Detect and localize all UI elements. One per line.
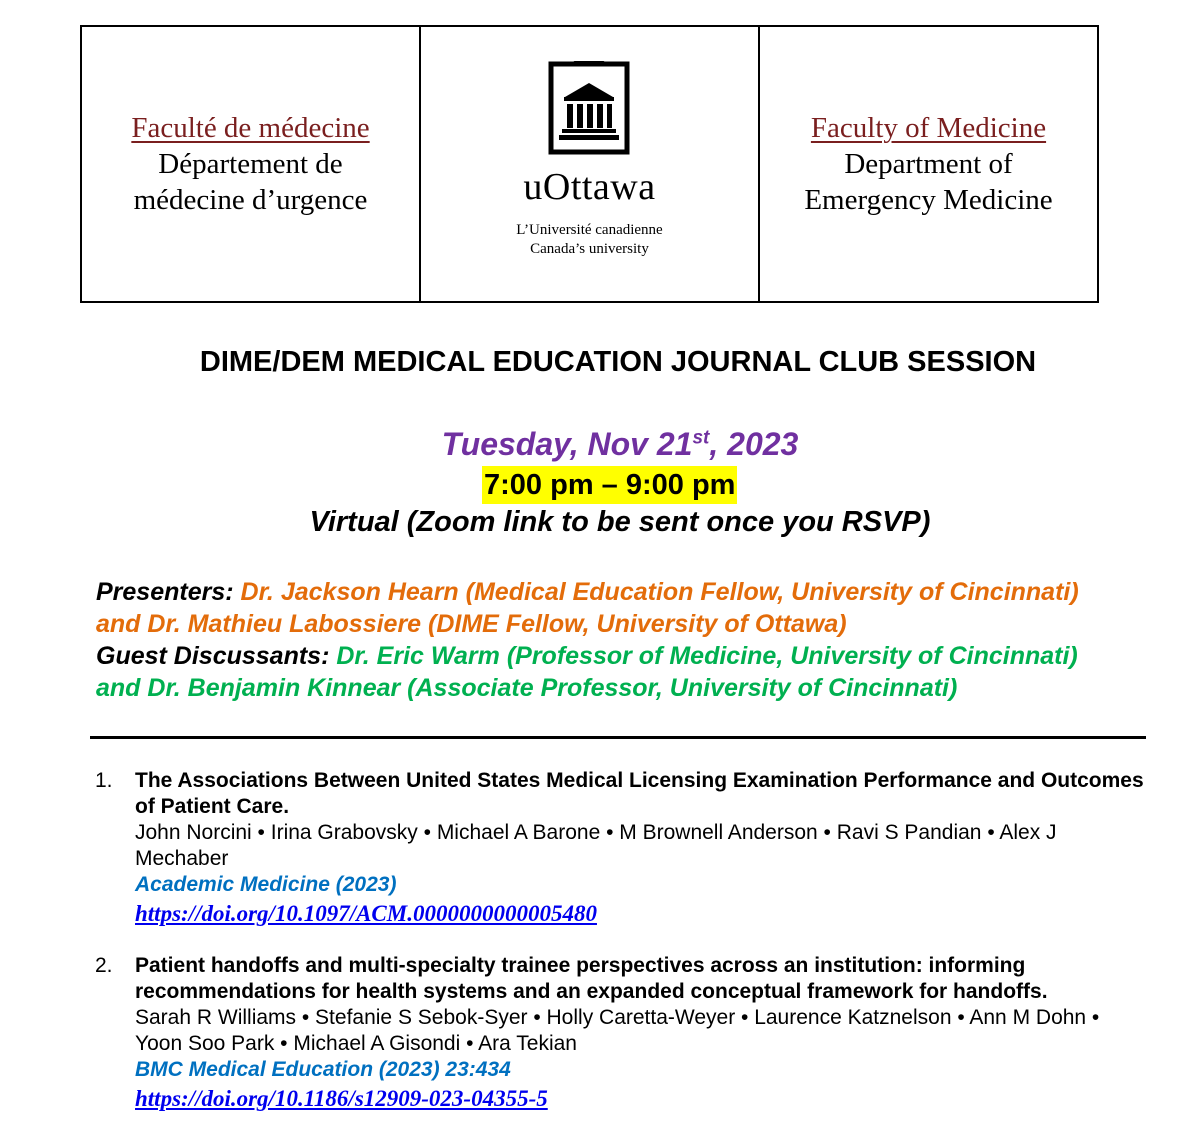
- reference-doi-link[interactable]: https://doi.org/10.1186/s12909-023-04355-5: [135, 1086, 548, 1111]
- reference-number: 1.: [95, 769, 113, 792]
- reference-item: [95, 768, 1145, 930]
- letterhead-french: [82, 27, 419, 301]
- logo-tagline-en: Canada’s university: [530, 241, 649, 257]
- letterhead: [80, 25, 1099, 303]
- logo-tagline-fr: L’Université canadienne: [516, 222, 663, 238]
- event-location: Virtual (Zoom link to be sent once you RSVP): [309, 506, 931, 538]
- reference-number: 2.: [95, 954, 113, 977]
- letterhead-english: [758, 27, 1097, 301]
- letterhead-logo: [419, 27, 758, 301]
- reference-journal: Academic Medicine (2023): [135, 873, 397, 896]
- event-date: [0, 426, 1180, 463]
- event-time: 7:00 pm – 9:00 pm: [482, 466, 737, 504]
- reference-title: Patient handoffs and multi-specialty trainee perspectives across an institution: informing recommendations for health systems and an expanded conceptual framework for handoffs.: [135, 954, 1048, 1003]
- reference-list: [95, 768, 1145, 1138]
- presenters-text: Dr. Jackson Hearn (Medical Education Fellow, University of Cincinnati) and Dr. Mathieu Labossiere (DIME Fellow, University of Ottawa): [96, 578, 1079, 638]
- faculty-title-en: Faculty of Medicine: [810, 112, 1047, 144]
- date-ordinal: st: [692, 427, 710, 449]
- department-en-line1: Department of: [844, 148, 1013, 180]
- reference-title: The Associations Between United States Medical Licensing Examination Performance and Outcomes of Patient Care.: [135, 769, 1144, 818]
- date-suffix: , 2023: [709, 426, 799, 462]
- university-building-icon: [548, 61, 630, 155]
- reference-item: [95, 953, 1145, 1115]
- reference-authors: John Norcini • Irina Grabovsky • Michael A Barone • M Brownell Anderson • Ravi S Pandian • Alex J Mechaber: [135, 821, 1057, 870]
- divider: [90, 736, 1146, 739]
- reference-authors: Sarah R Williams • Stefanie S Sebok-Syer • Holly Caretta-Weyer • Laurence Katznelson • Ann M Dohn • Yoon Soo Park • Michael A Gisondi • Ara Tekian: [135, 1006, 1100, 1055]
- discussants-label: Guest Discussants:: [96, 642, 330, 670]
- date-prefix: Tuesday, Nov 21: [441, 426, 693, 462]
- faculty-title-fr: Faculté de médecine: [131, 112, 370, 144]
- logo-wordmark: uOttawa: [523, 166, 656, 208]
- department-fr-line1: Département de: [158, 148, 343, 180]
- department-en-line2: Emergency Medicine: [804, 184, 1053, 216]
- presenters-label: Presenters:: [96, 578, 234, 606]
- discussants-text: Dr. Eric Warm (Professor of Medicine, University of Cincinnati) and Dr. Benjamin Kinnear (Associate Professor, University of Cincinnati): [96, 642, 1078, 702]
- speakers-block: [96, 576, 1096, 704]
- reference-doi-link[interactable]: https://doi.org/10.1097/ACM.0000000000005480: [135, 901, 597, 926]
- session-title: DIME/DEM MEDICAL EDUCATION JOURNAL CLUB SESSION: [199, 346, 1037, 378]
- reference-journal: BMC Medical Education (2023) 23:434: [135, 1058, 511, 1081]
- department-fr-line2: médecine d’urgence: [133, 184, 368, 216]
